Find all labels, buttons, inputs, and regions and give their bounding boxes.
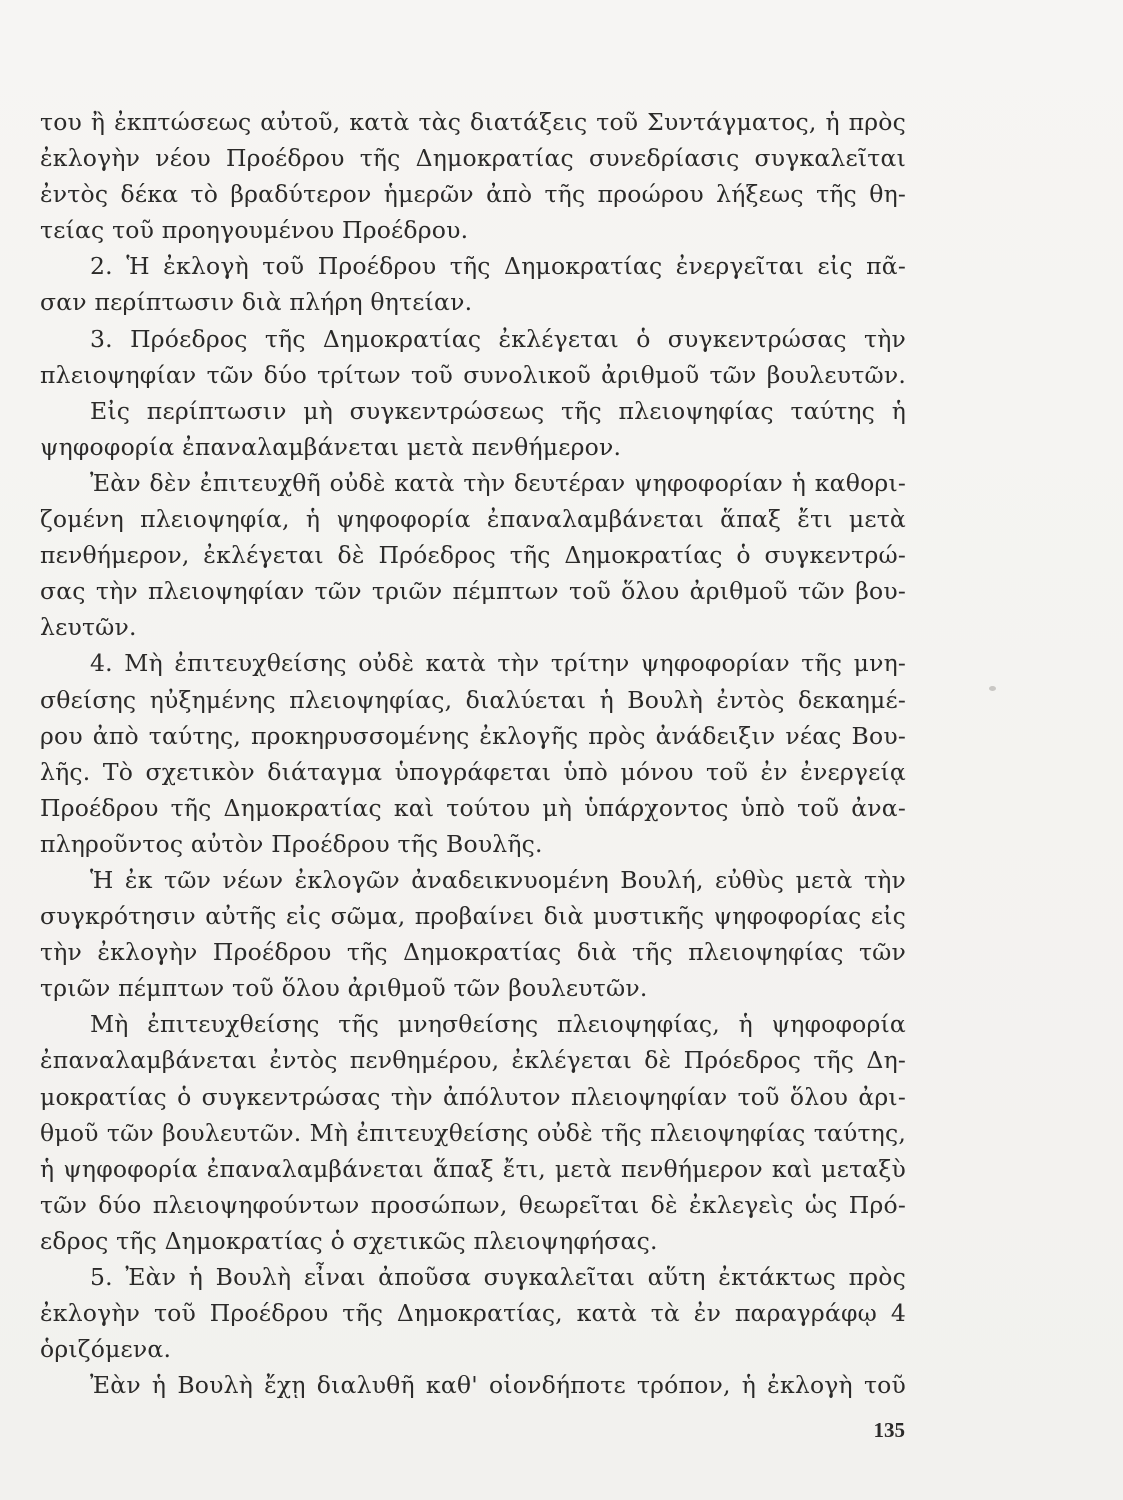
text-line: ἐκλογὴν τοῦ Προέδρου τῆς Δημοκρατίας, κατὰ τὰ ἐν παραγράφῳ 4 xyxy=(40,1299,906,1328)
text-line: πλειοψηφίαν τῶν δύο τρίτων τοῦ συνολικοῦ ἀριθμοῦ τῶν βουλευτῶν. xyxy=(40,360,906,389)
paragraph-2-start: 2. Ἡ ἐκλογὴ τοῦ Προέδρου τῆς Δημοκρατίας ἐνεργεῖται εἰς πᾶ- xyxy=(90,252,906,281)
body-text xyxy=(40,104,906,1403)
paragraph-5-start: 5. Ἐὰν ἡ Βουλὴ εἶναι ἀποῦσα συγκαλεῖται αὕτη ἐκτάκτως πρὸς xyxy=(90,1263,906,1291)
text-line: ἐπαναλαμβάνεται ἐντὸς πενθημέρου, ἐκλέγεται δὲ Πρόεδρος τῆς Δη- xyxy=(40,1046,906,1075)
paragraph-start: Ἡ ἐκ τῶν νέων ἐκλογῶν ἀναδεικνυομένη Βουλή, εὐθὺς μετὰ τὴν xyxy=(90,865,906,894)
text-line: λευτῶν. xyxy=(40,613,137,642)
text-line: ψηφοφορία ἐπαναλαμβάνεται μετὰ πενθήμερον. xyxy=(40,432,622,461)
paragraph-3-start: 3. Πρόεδρος τῆς Δημοκρατίας ἐκλέγεται ὁ συγκεντρώσας τὴν xyxy=(90,324,906,353)
text-line: ἡ ψηφοφορία ἐπαναλαμβάνεται ἅπαξ ἔτι, μετὰ πενθήμερον καὶ μεταξὺ xyxy=(40,1154,906,1183)
text-line: ἐντὸς δέκα τὸ βραδύτερον ἡμερῶν ἀπὸ τῆς προώρου λήξεως τῆς θη- xyxy=(40,180,906,209)
paragraph-start: Ἐὰν ἡ Βουλὴ ἔχῃ διαλυθῆ καθ' οἱονδήποτε τρόπον, ἡ ἐκλογὴ τοῦ xyxy=(90,1371,906,1400)
text-line: Προέδρου τῆς Δημοκρατίας καὶ τούτου μὴ ὑπάρχοντος ὑπὸ τοῦ ἀνα- xyxy=(40,793,906,822)
text-line: λῆς. Τὸ σχετικὸν διάταγμα ὑπογράφεται ὑπὸ μόνου τοῦ ἐν ἐνεργείᾳ xyxy=(40,757,906,786)
text-line: συγκρότησιν αὐτῆς εἰς σῶμα, προβαίνει διὰ μυστικῆς ψηφοφορίας εἰς xyxy=(40,902,906,931)
text-line: σθείσης ηὐξημένης πλειοψηφίας, διαλύεται ἡ Βουλὴ ἐντὸς δεκαημέ- xyxy=(40,685,906,714)
text-line: ρου ἀπὸ ταύτης, προκηρυσσομένης ἐκλογῆς πρὸς ἀνάδειξιν νέας Βου- xyxy=(40,721,906,750)
paragraph-start: Μὴ ἐπιτευχθείσης τῆς μνησθείσης πλειοψηφίας, ἡ ψηφοφορία xyxy=(90,1010,906,1039)
text-line: τείας τοῦ προηγουμένου Προέδρου. xyxy=(40,216,469,245)
paragraph-start: Ἐὰν δὲν ἐπιτευχθῆ οὐδὲ κατὰ τὴν δευτέραν ψηφοφορίαν ἡ καθορι- xyxy=(90,468,906,497)
text-line: τὴν ἐκλογὴν Προέδρου τῆς Δημοκρατίας διὰ τῆς πλειοψηφίας τῶν xyxy=(40,938,906,967)
text-line: σας τὴν πλειοψηφίαν τῶν τριῶν πέμπτων τοῦ ὅλου ἀριθμοῦ τῶν βου- xyxy=(40,577,906,606)
text-line: εδρος τῆς Δημοκρατίας ὁ σχετικῶς πλειοψηφήσας. xyxy=(40,1226,658,1255)
text-line: θμοῦ τῶν βουλευτῶν. Μὴ ἐπιτευχθείσης οὐδὲ τῆς πλειοψηφίας ταύτης, xyxy=(40,1118,906,1147)
text-line: ὁριζόμενα. xyxy=(40,1335,172,1364)
text-line: τριῶν πέμπτων τοῦ ὅλου ἀριθμοῦ τῶν βουλευτῶν. xyxy=(40,974,648,1003)
text-line: ζομένη πλειοψηφία, ἡ ψηφοφορία ἐπαναλαμβάνεται ἅπαξ ἔτι μετὰ xyxy=(40,505,906,534)
paragraph-start: Εἰς περίπτωσιν μὴ συγκεντρώσεως τῆς πλειοψηφίας ταύτης ἡ xyxy=(90,396,906,425)
text-line: σαν περίπτωσιν διὰ πλήρη θητείαν. xyxy=(40,288,473,317)
text-line: μοκρατίας ὁ συγκεντρώσας τὴν ἀπόλυτον πλειοψηφίαν τοῦ ὅλου ἀρι- xyxy=(40,1082,906,1111)
text-line: πληροῦντος αὐτὸν Προέδρου τῆς Βουλῆς. xyxy=(40,829,543,858)
paper-speck xyxy=(989,686,996,691)
page-number: 135 xyxy=(873,1418,905,1442)
text-line: πενθήμερον, ἐκλέγεται δὲ Πρόεδρος τῆς Δημοκρατίας ὁ συγκεντρώ- xyxy=(40,541,906,570)
text-line: του ἢ ἐκπτώσεως αὐτοῦ, κατὰ τὰς διατάξεις τοῦ Συντάγματος, ἡ πρὸς xyxy=(40,108,906,136)
text-line: τῶν δύο πλειοψηφούντων προσώπων, θεωρεῖται δὲ ἐκλεγεὶς ὡς Πρό- xyxy=(40,1190,906,1219)
paragraph-4-start: 4. Μὴ ἐπιτευχθείσης οὐδὲ κατὰ τὴν τρίτην ψηφοφορίαν τῆς μνη- xyxy=(90,649,906,678)
text-line: ἐκλογὴν νέου Προέδρου τῆς Δημοκρατίας συνεδρίασις συγκαλεῖται xyxy=(40,144,906,173)
